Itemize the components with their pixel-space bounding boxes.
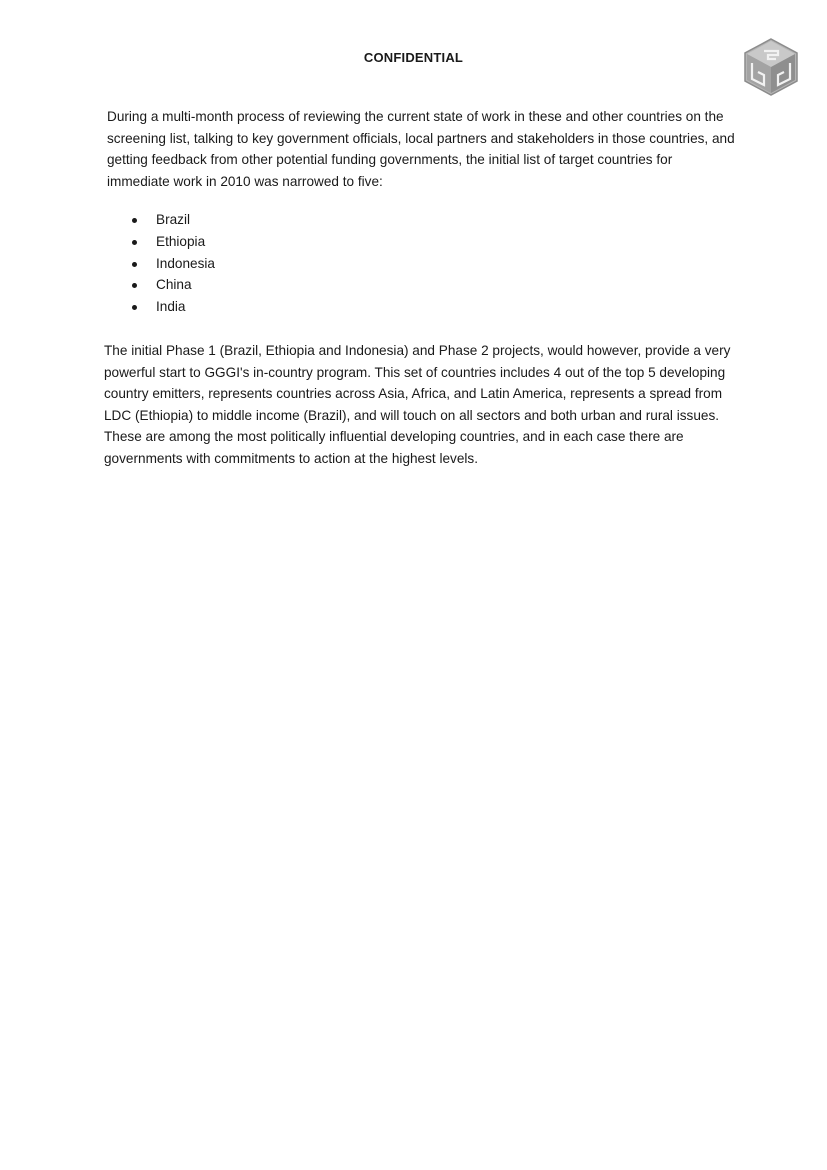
confidential-label: CONFIDENTIAL xyxy=(363,50,464,65)
list-item xyxy=(107,274,215,296)
gggi-logo-icon xyxy=(742,37,800,97)
bullet-icon xyxy=(132,218,137,223)
country-name: India xyxy=(156,299,186,315)
list-item xyxy=(107,253,215,275)
bullet-icon xyxy=(132,240,137,245)
list-item xyxy=(107,296,215,318)
summary-paragraph: The initial Phase 1 (Brazil, Ethiopia and Indonesia) and Phase 2 projects, would however, provide a very powerful start to GGGI's in-country program. This set of countries includes 4 out of the top 5 developing country emitters, represents countries across Asia, Africa, and Latin America, represents a spread from LDC (Ethiopia) to middle income (Brazil), and will touch on all sectors and both urban and rural issues. These are among the most politically influential developing countries, and in each case there are governments with commitments to action at the highest levels. xyxy=(104,343,731,466)
intro-paragraph: During a multi-month process of reviewing the current state of work in these and other countries on the screening list, talking to key government officials, local partners and stakeholders in those countries, and getting feedback from other potential funding governments, the initial list of target countries for immediate work in 2010 was narrowed to five: xyxy=(107,109,735,189)
country-name: Brazil xyxy=(156,212,190,227)
list-item xyxy=(107,231,215,253)
country-name: Ethiopia xyxy=(156,233,206,249)
bullet-icon xyxy=(132,283,137,288)
bullet-icon xyxy=(132,305,137,310)
country-list xyxy=(107,209,215,318)
bullet-icon xyxy=(132,262,137,267)
country-name: Indonesia xyxy=(156,255,215,271)
list-item xyxy=(107,209,215,231)
country-name: China xyxy=(156,277,192,293)
